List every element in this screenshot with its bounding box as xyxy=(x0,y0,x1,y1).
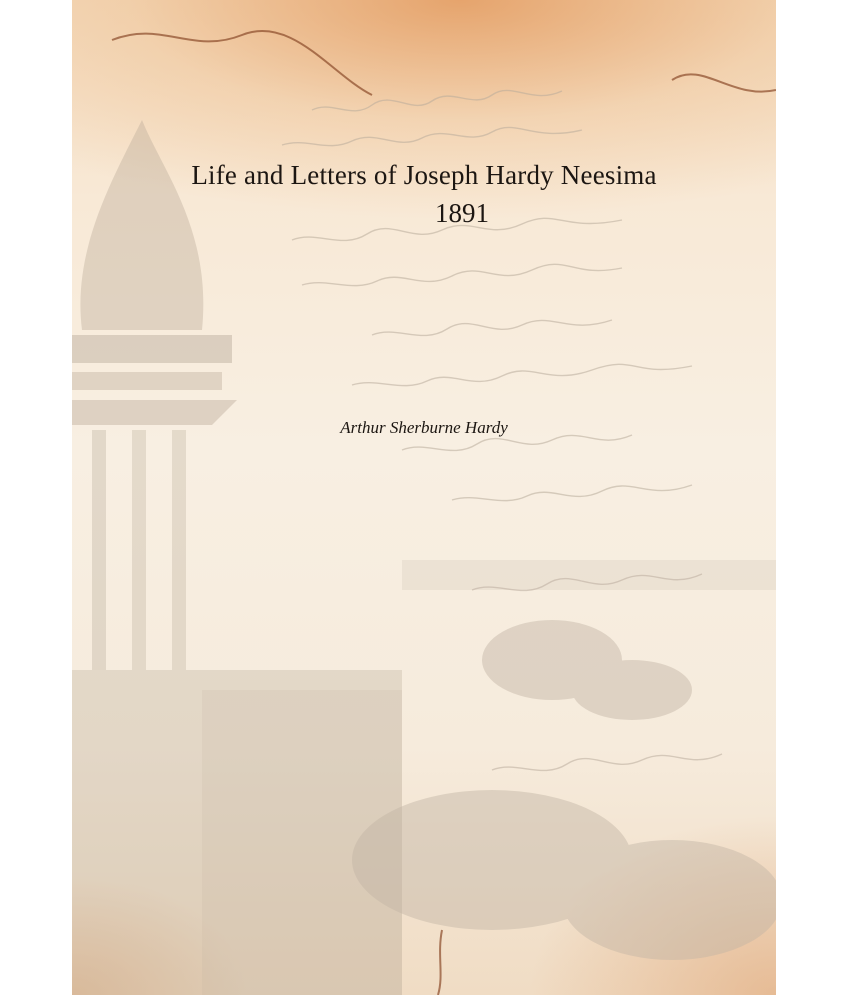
cover-background-art xyxy=(72,0,776,995)
book-title: Life and Letters of Joseph Hardy Neesima xyxy=(191,160,657,190)
book-author: Arthur Sherburne Hardy xyxy=(340,418,508,437)
publication-year: 1891 xyxy=(435,198,489,228)
book-cover xyxy=(72,0,776,995)
landscape-illustration xyxy=(352,560,776,960)
